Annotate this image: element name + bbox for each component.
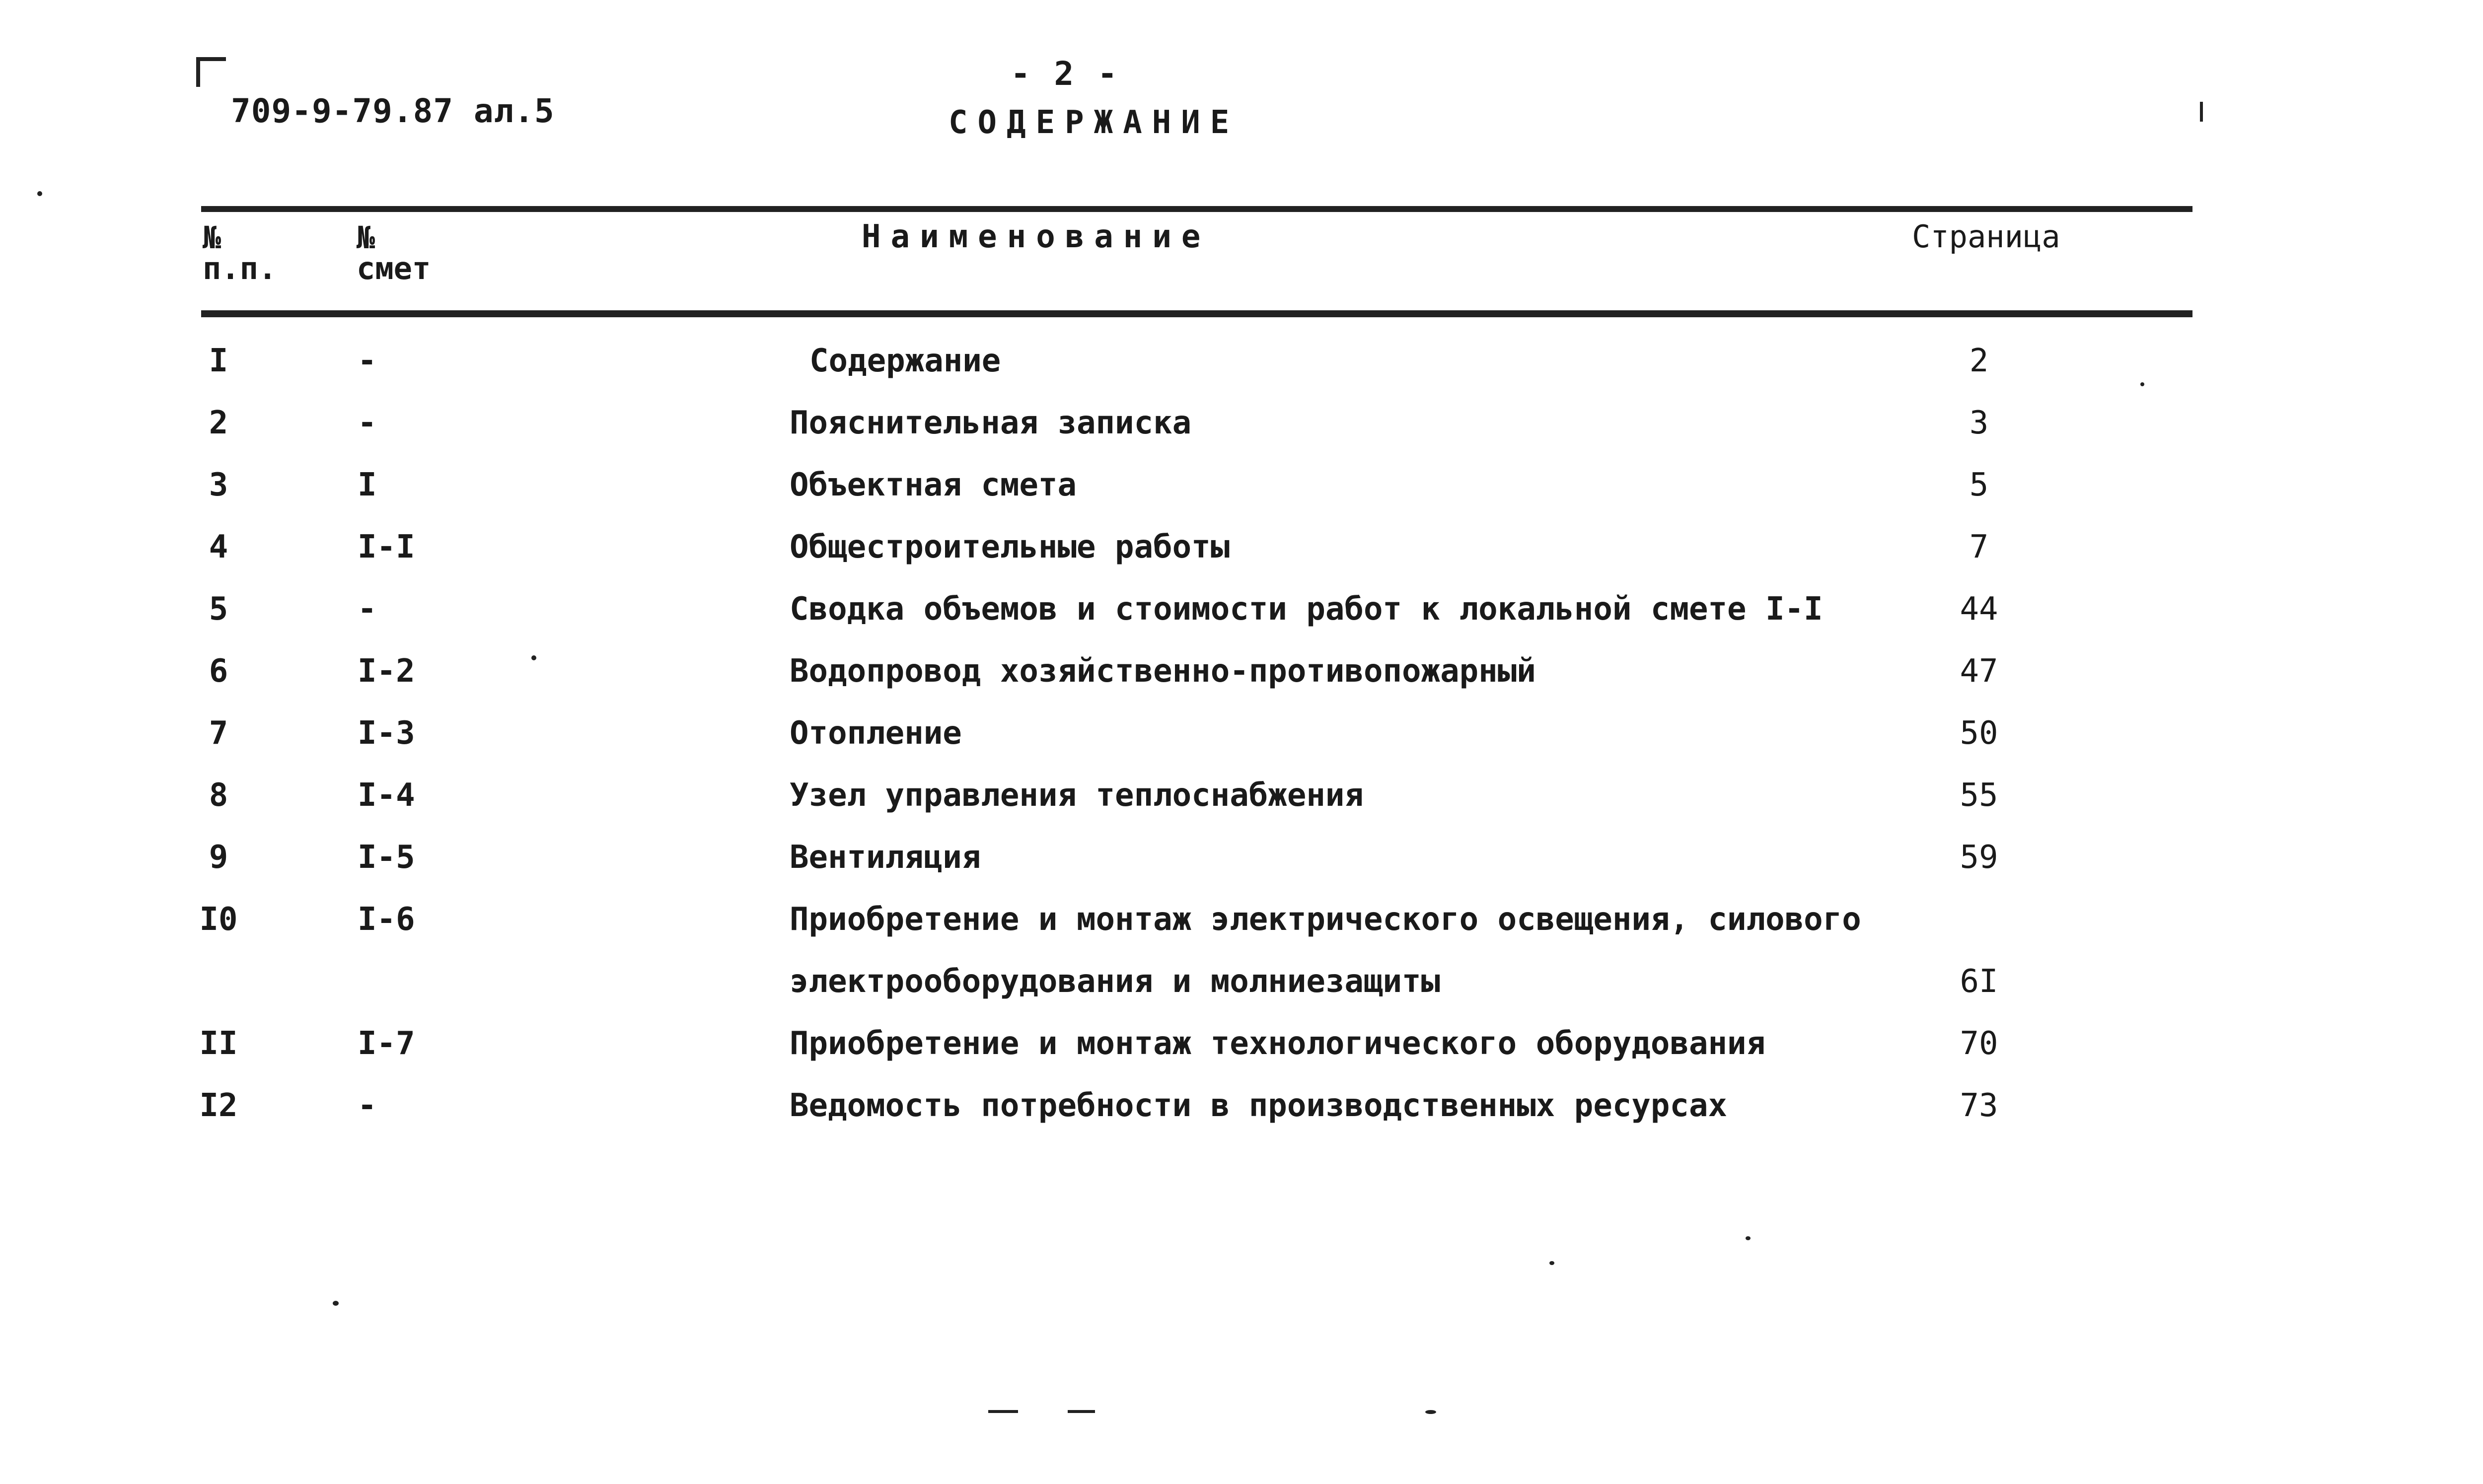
row-number: 8: [209, 777, 228, 814]
row-page: 44: [1960, 591, 1998, 628]
row-smeta: I-7: [358, 1025, 415, 1062]
column-header-num-symbol: №: [203, 219, 221, 256]
speck: [1425, 1410, 1436, 1414]
row-number: 6: [209, 653, 228, 690]
row-name: Водопровод хозяйственно-противопожарный: [790, 653, 1536, 690]
row-number: 9: [209, 839, 228, 876]
speck: [1068, 1410, 1095, 1413]
row-name: Сводка объемов и стоимости работ к локальной смете I-I: [790, 591, 1823, 628]
row-number: I0: [199, 901, 238, 938]
table-row: [0, 777, 2483, 837]
row-page: 73: [1960, 1087, 1998, 1124]
row-name: Пояснительная записка: [790, 405, 1192, 441]
speck: [1549, 1261, 1554, 1265]
row-number: I2: [199, 1087, 238, 1124]
row-number: 7: [209, 715, 228, 752]
row-smeta: -: [358, 591, 377, 628]
row-number: 5: [209, 591, 228, 628]
edge-mark: [2200, 102, 2203, 122]
row-page: 47: [1960, 653, 1998, 690]
column-header-num: п.п.: [203, 250, 277, 286]
column-header-page: Страница: [1912, 218, 2060, 255]
table-row-continuation: [0, 963, 2483, 1023]
page-title: СОДЕРЖАНИЕ: [949, 104, 1240, 141]
speck: [333, 1301, 339, 1306]
table-row: [0, 343, 2483, 402]
document-code: 709-9-79.87 ал.5: [231, 92, 555, 130]
table-row: [0, 529, 2483, 588]
row-name: электрооборудования и молниезащиты: [790, 963, 1441, 1000]
row-smeta: I: [358, 467, 377, 503]
column-header-name: Наименование: [862, 218, 1211, 255]
table-row: [0, 715, 2483, 775]
row-smeta: -: [358, 1087, 377, 1124]
row-number: 4: [209, 529, 228, 565]
table-row: [0, 839, 2483, 899]
row-name: Вентиляция: [790, 839, 981, 876]
row-page: 59: [1960, 839, 1998, 876]
speck: [2140, 382, 2144, 386]
row-name: Общестроительные работы: [790, 529, 1230, 565]
row-smeta: I-2: [358, 653, 415, 690]
row-smeta: -: [358, 343, 377, 379]
row-page: 5: [1969, 467, 1989, 503]
row-name: Узел управления теплоснабжения: [790, 777, 1364, 814]
table-row: [0, 653, 2483, 712]
corner-mark: [196, 57, 226, 61]
table-row: [0, 591, 2483, 650]
row-page: 3: [1969, 405, 1989, 441]
corner-mark: [196, 57, 200, 87]
row-name: Объектная смета: [790, 467, 1077, 503]
column-header-smeta: смет: [357, 250, 431, 286]
table-row: [0, 467, 2483, 526]
page-number: - 2 -: [1011, 55, 1119, 93]
table-top-rule: [201, 206, 2192, 212]
row-name: Приобретение и монтаж технологического оборудования: [790, 1025, 1766, 1062]
row-number: 2: [209, 405, 228, 441]
row-page: 55: [1960, 777, 1998, 814]
row-name: Отопление: [790, 715, 962, 752]
table-row: [0, 1087, 2483, 1147]
row-smeta: I-4: [358, 777, 415, 814]
row-name: Приобретение и монтаж электрического освещения, силового: [790, 901, 1861, 938]
table-row: [0, 405, 2483, 464]
row-name: Содержание: [809, 343, 1001, 379]
speck: [988, 1410, 1018, 1413]
table-row: [0, 1025, 2483, 1085]
row-page: 6I: [1960, 963, 1998, 1000]
speck: [1746, 1236, 1751, 1240]
table-row: [0, 901, 2483, 961]
row-number: II: [199, 1025, 238, 1062]
table-header-rule: [201, 310, 2192, 317]
row-smeta: I-3: [358, 715, 415, 752]
row-page: 50: [1960, 715, 1998, 752]
row-number: 3: [209, 467, 228, 503]
speck: [37, 191, 42, 196]
column-header-smeta-symbol: №: [357, 219, 375, 256]
row-smeta: I-I: [358, 529, 415, 565]
row-page: 70: [1960, 1025, 1998, 1062]
row-smeta: -: [358, 405, 377, 441]
row-name: Ведомость потребности в производственных ресурсах: [790, 1087, 1728, 1124]
row-smeta: I-5: [358, 839, 415, 876]
speck: [531, 655, 536, 660]
row-smeta: I-6: [358, 901, 415, 938]
row-page: 2: [1969, 343, 1989, 379]
row-page: 7: [1969, 529, 1989, 565]
row-number: I: [209, 343, 228, 379]
